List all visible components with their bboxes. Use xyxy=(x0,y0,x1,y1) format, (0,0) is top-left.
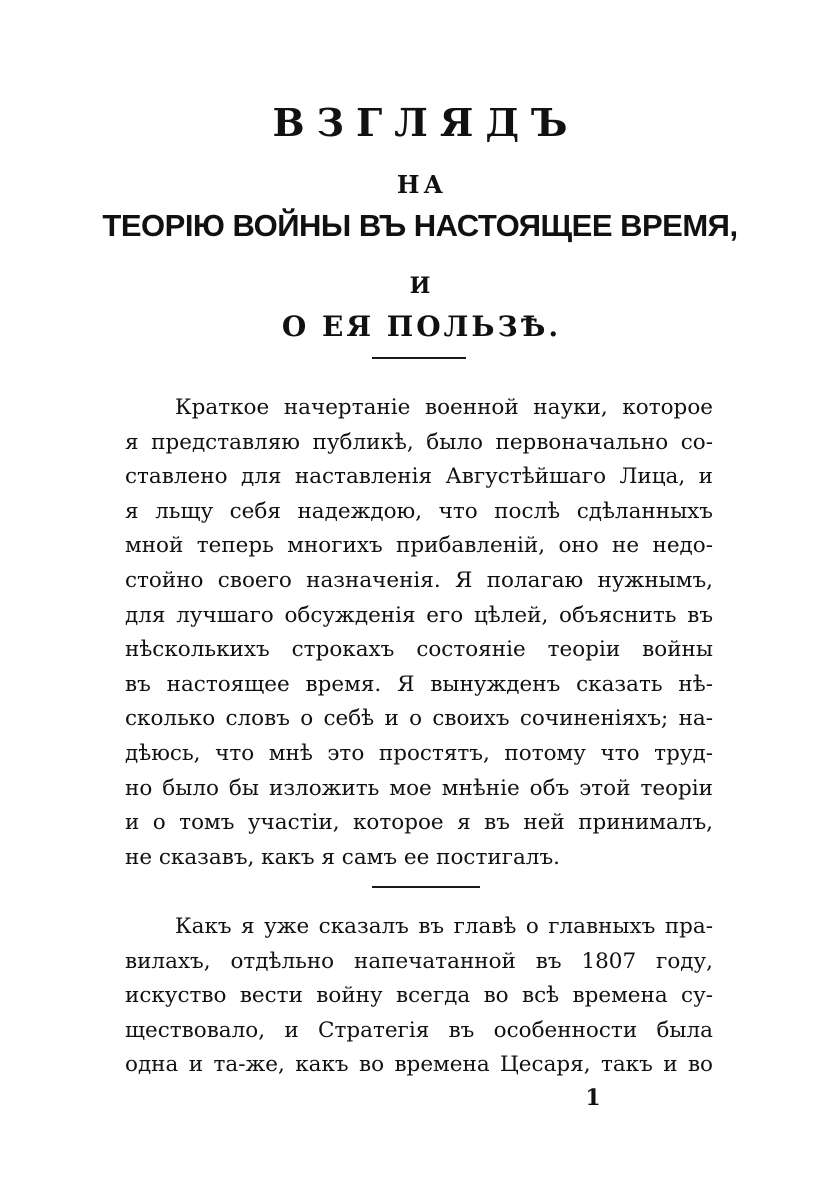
title-benefit: О ЕЯ ПОЛЬЗѢ. xyxy=(281,310,562,343)
text-line: дѣюсь, что мнѣ это простятъ, потому что труд- xyxy=(125,740,713,766)
text-line: стойно своего назначенія. Я полагаю нужнымъ, xyxy=(125,567,713,593)
text-line: мной теперь многихъ прибавленій, оно не недо- xyxy=(125,533,713,559)
text-line: вилахъ, отдѣльно напечатанной въ 1807 году, xyxy=(125,948,713,974)
text-line: Какъ я уже сказалъ въ главѣ о главныхъ пра- xyxy=(175,914,713,939)
title-conjunction: И xyxy=(409,273,431,299)
section-divider xyxy=(372,886,480,888)
text-line: я льщу себя надеждою, что послѣ сдѣланныхъ xyxy=(125,498,713,524)
page-number: 1 xyxy=(585,1085,601,1111)
title-subject: ТЕОРІЮ ВОЙНЫ ВЪ НАСТОЯЩЕЕ ВРЕМЯ, xyxy=(102,208,738,243)
text-line: ществовало, и Стратегія въ особенности была xyxy=(125,1017,713,1043)
paragraph-2 xyxy=(125,910,713,1083)
text-line: сколько словъ о себѣ и о своихъ сочиненіяхъ; на- xyxy=(125,706,713,732)
text-line: не сказавъ, какъ я самъ ее постигалъ. xyxy=(125,844,560,870)
title-preposition: НА xyxy=(396,170,448,199)
text-line: Краткое начертаніе военной науки, которое xyxy=(175,395,713,420)
text-line: и о томъ участіи, которое я въ ней принималъ, xyxy=(125,810,713,836)
paragraph-1 xyxy=(125,391,713,875)
text-line: для лучшаго обсужденія его цѣлей, объяснить въ xyxy=(125,602,713,628)
text-line: одна и та-же, какъ во времена Цесаря, такъ и во xyxy=(125,1052,713,1078)
text-line: ставлено для наставленія Августѣйшаго Лица, и xyxy=(125,464,713,490)
text-line: искуство вести войну всегда во всѣ времена су- xyxy=(125,983,713,1009)
page-title: ВЗГЛЯДЪ xyxy=(272,100,580,145)
title-divider xyxy=(372,357,466,359)
text-line: въ настоящее время. Я вынужденъ сказать нѣ- xyxy=(125,671,713,697)
text-line: но было бы изложить мое мнѣніе объ этой теоріи xyxy=(125,775,713,801)
text-line: я представляю публикѣ, было первоначально со- xyxy=(125,429,713,455)
text-line: нѣсколькихъ строкахъ состояніе теоріи войны xyxy=(125,637,713,663)
